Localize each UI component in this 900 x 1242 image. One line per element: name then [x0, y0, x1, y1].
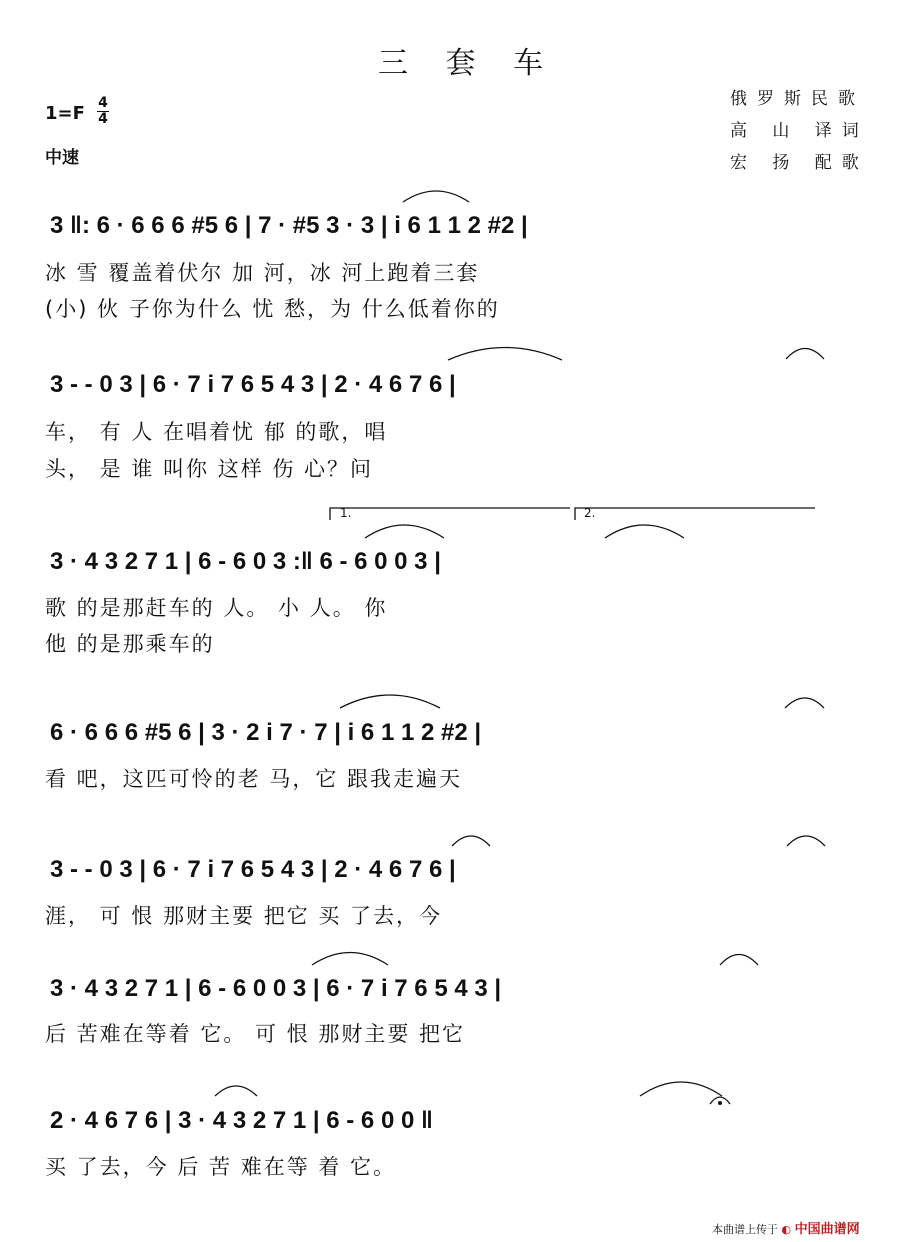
notation-row: 2 · 4 6 7 6 | 3 · 4 3 2 7 1 | 6 - 6 0 0 ‖: [50, 1107, 433, 1134]
lyric-line-2: 头， 是 谁 叫你 这样 伤 心？问: [45, 457, 374, 481]
footer-upload-text: 本曲谱上传于: [712, 1223, 778, 1236]
notation-row: 3 · 4 3 2 7 1 | 6 - 6 0 3 :‖ 6 - 6 0 0 3 |: [50, 548, 441, 575]
time-top: 4: [98, 95, 108, 111]
key-label: 1=F: [45, 103, 85, 124]
slur: [452, 836, 490, 846]
notation-row: 6 · 6 6 6 #5 6 | 3 · 2 i 7 · 7 | i 6 1 1 2 #2 |: [50, 719, 482, 746]
fermata-dot: [718, 1101, 722, 1105]
lyricist-credit: 高 山 译词: [730, 121, 869, 141]
arranger-credit: 宏 扬 配歌: [730, 153, 869, 173]
footer-site-name: 中国曲谱网: [794, 1222, 860, 1237]
slur: [720, 955, 758, 966]
notation-row: 3 ‖: 6 · 6 6 6 #5 6 | 7 · #5 3 · 3 | i 6 1 1 2 #2 |: [50, 212, 528, 239]
composer-credit: 俄罗斯民歌: [730, 89, 865, 109]
slur: [785, 698, 824, 708]
lyric-line-1: 后 苦难在等着 它。 可 恨 那财主要 把它: [45, 1022, 466, 1046]
slur: [448, 348, 562, 361]
song-title: 三 套 车: [378, 46, 558, 81]
slur: [365, 525, 444, 538]
site-logo-icon: ◐: [781, 1223, 792, 1236]
slur: [340, 695, 440, 708]
volta-2-label: 2.: [584, 506, 596, 520]
lyric-line-1: 歌 的是那赶车的 人。 小 人。 你: [45, 596, 388, 620]
time-bottom: 4: [98, 111, 108, 127]
slur: [312, 953, 388, 966]
slur: [403, 191, 469, 202]
lyric-line-1: 车， 有 人 在唱着忧 郁 的歌，唱: [45, 420, 388, 444]
volta-bracket: [575, 508, 815, 520]
footer-credit: [712, 1218, 860, 1237]
slur: [215, 1086, 257, 1096]
tempo-marking: 中速: [45, 148, 79, 168]
notation-row: 3 - - 0 3 | 6 · 7 i 7 6 5 4 3 | 2 · 4 6 7 6 |: [50, 371, 456, 398]
lyric-line-2: (小) 伙 子你为什么 忧 愁，为 什么低着你的: [45, 297, 500, 321]
lyric-line-1: 涯， 可 恨 那财主要 把它 买 了去，今: [45, 904, 443, 928]
slur: [787, 836, 825, 846]
lyric-line-1: 冰 雪 覆盖着伏尔 加 河，冰 河上跑着三套: [45, 261, 480, 285]
notation-row: 3 - - 0 3 | 6 · 7 i 7 6 5 4 3 | 2 · 4 6 7 6 |: [50, 856, 456, 883]
volta-1-label: 1.: [340, 506, 352, 520]
slur: [640, 1082, 722, 1096]
lyric-line-1: 买 了去，今 后 苦 难在等 着 它。: [45, 1155, 397, 1179]
volta-bracket: [330, 508, 570, 520]
slur: [605, 525, 684, 538]
lyric-line-1: 看 吧，这匹可怜的老 马，它 跟我走遍天: [45, 767, 463, 791]
lyric-line-2: 他 的是那乘车的: [45, 632, 215, 656]
slur: [786, 349, 824, 360]
notation-row: 3 · 4 3 2 7 1 | 6 - 6 0 0 3 | 6 · 7 i 7 6 5 4 3 |: [50, 975, 502, 1002]
